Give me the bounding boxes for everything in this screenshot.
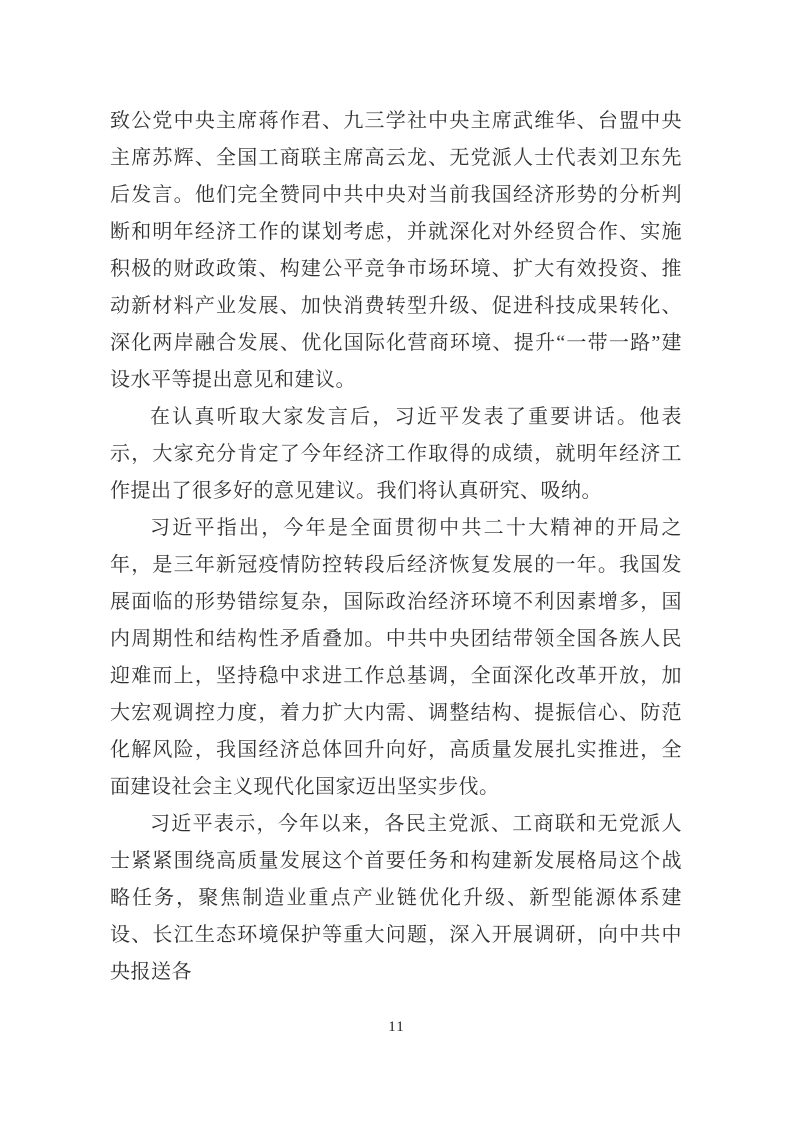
paragraph-2: 在认真听取大家发言后，习近平发表了重要讲话。他表示，大家充分肯定了今年经济工作取得的成绩，就明年经济工作提出了很多好的意见建议。我们将认真研究、吸纳。 <box>110 406 682 502</box>
paragraph-3: 习近平指出，今年是全面贯彻中共二十大精神的开局之年，是三年新冠疫情防控转段后经济恢复发展的一年。我国发展面临的形势错综复杂，国际政治经济环境不利因素增多，国内周期性和结构性矛盾叠加。中共中央团结带领全国各族人民迎难而上，坚持稳中求进工作总基调，全面深化改革开放，加大宏观调控力度，着力扩大内需、调整结构、提振信心、防范化解风险，我国经济总体回升向好，高质量发展扎实推进，全面建设社会主义现代化国家迈出坚实步伐。 <box>110 517 682 798</box>
paragraph-4: 习近平表示，今年以来，各民主党派、工商联和无党派人士紧紧围绕高质量发展这个首要任务和构建新发展格局这个战略任务，聚焦制造业重点产业链优化升级、新型能源体系建设、长江生态环境保护等重大问题，深入开展调研，向中共中央报送各 <box>110 813 682 983</box>
paragraph-continuation: 致公党中央主席蒋作君、九三学社中央主席武维华、台盟中央主席苏辉、全国工商联主席高云龙、无党派人士代表刘卫东先后发言。他们完全赞同中共中央对当前我国经济形势的分析判断和明年经济工作的谋划考虑，并就深化对外经贸合作、实施积极的财政政策、构建公平竞争市场环境、扩大有效投资、推动新材料产业发展、加快消费转型升级、促进科技成果转化、深化两岸融合发展、优化国际化营商环境、提升“一带一路”建设水平等提出意见和建议。 <box>110 110 682 391</box>
page-footer <box>0 1018 793 1036</box>
document-body <box>110 103 682 991</box>
page-number: 11 <box>388 1019 405 1035</box>
